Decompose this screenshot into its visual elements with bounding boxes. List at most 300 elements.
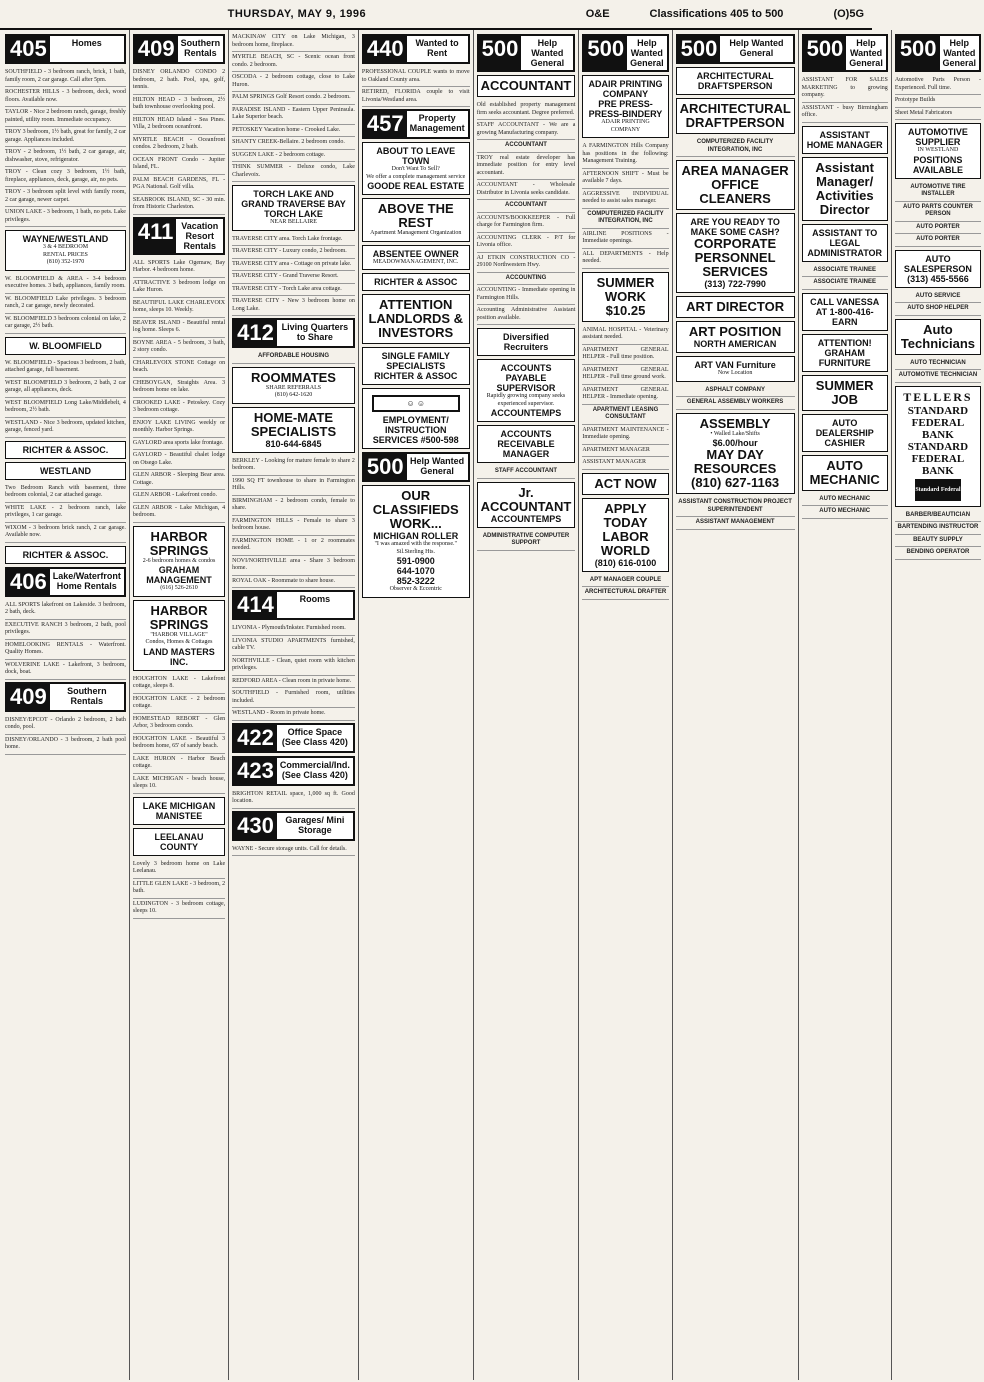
display-ad (802, 334, 888, 372)
ad-title: BARBER/BEAUTICIAN (895, 510, 981, 523)
classified-ad: ASSISTANT MANAGER (582, 457, 668, 470)
classified-ad: AJ ETKIN CONSTRUCTION CO - 29100 Northwestern Hwy. (477, 253, 576, 273)
category-header (895, 34, 981, 72)
ad-sig: Observer & Eccentric (389, 586, 442, 592)
ad-title: COMPUTERIZED FACILITY INTEGRATION, INC (676, 137, 795, 157)
classified-ad: W. BLOOMFIELD - Spacious 3 bedroom, 2 bath, attached garage, full basement. (5, 358, 126, 378)
ad-line: 3 & 4 BEDROOM (42, 244, 89, 250)
classified-ad: ROCHESTER HILLS - 3 bedroom, deck, wood floors. Available now. (5, 87, 126, 107)
classified-ad: W. BLOOMFIELD & AREA - 3-4 bedroom executive homes. 3 bath, appliances, family room. (5, 274, 126, 294)
ad-title: ART POSITION (688, 324, 782, 339)
classified-ad: LITTLE GLEN LAKE - 3 bedroom, 2 bath. (133, 879, 225, 899)
ad-title: ADAIR PRINTING COMPANY (588, 79, 663, 99)
ad-title: ABOUT TO LEAVE TOWN (376, 146, 456, 166)
classified-ad: TRAVERSE CITY - New 3 bedroom home on Long Lake. (232, 296, 355, 316)
classified-ad: HOMESTEAD REBORT - Glen Arbor, 3 bedroom condo. (133, 714, 225, 734)
category-number: 500 (804, 36, 847, 70)
ad-title: LAKE MICHIGAN MANISTEE (142, 800, 216, 821)
display-ad (802, 157, 888, 221)
category-header (232, 318, 355, 348)
classified-ad: ACCOUNTING - Immediate opening in Farmington Hills. (477, 285, 576, 305)
ad-title: ACCOUNTS RECEIVABLE MANAGER (497, 429, 555, 459)
category-label: Wanted to Rent (415, 38, 459, 58)
ad-title: APARTMENT LEASING CONSULTANT (582, 405, 668, 425)
ad-sig: ACCOUNTEMPS (490, 513, 562, 524)
ad-line: LABOR WORLD (600, 528, 651, 558)
display-ad (5, 441, 126, 459)
ad-line: MICHIGAN ROLLER (373, 531, 459, 541)
display-ad (477, 425, 576, 463)
classified-ad: HILTON HEAD - 3 bedroom, 2½ bath townhouse overlooking pool. (133, 95, 225, 115)
ad-line: RENTAL PRICES (43, 251, 88, 258)
ad-line: POSITIONS AVAILABLE (912, 154, 964, 175)
display-ad (477, 75, 576, 97)
display-ad (676, 321, 795, 353)
bank-name: STANDARD FEDERAL BANK (907, 440, 969, 477)
ad-title: TELLERS (903, 389, 973, 404)
ad-title: HOME-MATE SPECIALISTS (250, 409, 337, 439)
ad-title: ASSISTANT TO LEGAL ADMINISTRATOR (807, 227, 883, 258)
category-label: Garages/ Mini Storage (285, 814, 345, 835)
ad-title: Assistant Manager/ Activities Director (815, 159, 874, 217)
column-4 (359, 30, 474, 1380)
display-ad (362, 142, 470, 195)
classified-ad: AFTERNOON SHIFT - Must be available 7 days. (582, 169, 668, 189)
ad-title: ARCHITECTURAL DRAFTSPERSON (696, 71, 774, 91)
masthead-page: (O)5G (833, 8, 864, 20)
classified-ad: Old established property management firm seeks accountant. Degree preferred. (477, 100, 576, 120)
ad-line: 2-6 bedroom homes & condos (142, 557, 216, 564)
classified-ad: ALL SPORTS lakefront on Lakeside. 3 bedroom, 2 bath, deck. (5, 600, 126, 620)
ad-title: COMPUTERIZED FACILITY INTEGRATION, INC (582, 209, 668, 229)
ad-line: Now Location (717, 370, 753, 376)
classified-ad: ANIMAL HOSPITAL - Veterinary assistant needed. (582, 325, 668, 345)
ad-phone: (810) 627-1163 (690, 475, 780, 490)
display-ad (5, 462, 126, 480)
category-header (802, 34, 888, 72)
display-ad (802, 126, 888, 154)
category-label: Living Quarters to Share (281, 322, 349, 342)
classified-ad: DISNEY ORLANDO CONDO 2 bedroom, 2 bath. Pool, spa, golf, tennis. (133, 67, 225, 95)
classified-ad: SUGGEN LAKE - 2 bedroom cottage. (232, 150, 355, 163)
ad-line: GRAHAM FURNITURE (818, 347, 871, 368)
standard-federal-logo: Standard Federal (915, 479, 961, 501)
classified-ad: APARTMENT MANAGER (582, 445, 668, 458)
display-ad (5, 230, 126, 271)
classified-ad: APARTMENT MAINTENANCE - Immediate opening. (582, 425, 668, 445)
display-ad (133, 828, 225, 856)
classified-ad: Sheet Metal Fabricators (895, 108, 981, 121)
ad-title: ASSOCIATE TRAINEE (802, 265, 888, 278)
classified-ad: TROY real estate developer has immediate position for entry level accountant. (477, 153, 576, 181)
ad-line: LAND MASTERS INC. (143, 646, 215, 667)
classified-ad: Two Bedroom Ranch with basement, three bedroom colonial, 2 car attached garage. (5, 483, 126, 503)
classified-ad: ALL SPORTS Lake Ogemaw, Bay Harbor. 4 bedroom home. (133, 258, 225, 278)
ad-title: ACCOUNTING (477, 273, 576, 286)
ad-title: CALL VANESSA AT 1-800-416-EARN (810, 296, 880, 327)
ad-title: ART VAN Furniture (694, 360, 776, 370)
ad-title: GENERAL ASSEMBLY WORKERS (676, 397, 795, 410)
ad-line: PRE PRESS-PRESS-BINDERY (588, 99, 663, 119)
display-ad (133, 600, 225, 671)
classified-ad: ALL DEPARTMENTS - Help needed. (582, 249, 668, 269)
ad-title: AUTOMOTIVE SUPPLIER (908, 127, 968, 147)
classified-ad: TRAVERSE CITY area. Torch Lake frontage. (232, 234, 355, 247)
ad-sig: RICHTER & ASSOC (374, 371, 458, 381)
classified-ad: SHANTY CREEK-Bellaire. 2 bedroom condo. (232, 137, 355, 150)
classified-ad: 1990 SQ FT townhouse to share in Farmington Hills. (232, 476, 355, 496)
category-header (232, 811, 355, 841)
ad-title: ART DIRECTOR (686, 299, 785, 314)
ad-title: AUTO SERVICE (895, 291, 981, 304)
classified-ad: LAKE MICHIGAN - beach house, sleeps 10. (133, 774, 225, 794)
classified-ad: ATTRACTIVE 3 bedroom lodge on Lake Huron. (133, 278, 225, 298)
category-header (232, 590, 355, 620)
ad-title: OUR CLASSIFIEDS WORK... (372, 488, 459, 531)
display-ad (133, 526, 225, 597)
classified-ad: TROY - 2 bedroom, 1½ bath, 2 car garage, air, dishwasher, stove, refrigerator. (5, 147, 126, 167)
classified-ad: AIRLINE POSITIONS - Immediate openings. (582, 229, 668, 249)
category-number: 423 (234, 758, 277, 784)
ad-title: BEAUTY SUPPLY (895, 535, 981, 548)
display-ad (802, 224, 888, 262)
classified-ad: FARMINGTON HOME - 1 or 2 roommates needed. (232, 536, 355, 556)
category-label: Vacation Resort Rentals (181, 220, 219, 251)
ad-title: ACCOUNTANT (477, 200, 576, 213)
ad-title: AUTO MECHANIC (802, 494, 888, 507)
masthead-paper: O&E (585, 8, 610, 20)
ad-title: ASPHALT COMPANY (676, 385, 795, 398)
ad-title: RICHTER & ASSOC. (22, 444, 109, 455)
classified-ad: PALM SPRINGS Golf Resort condo. 2 bedroom. (232, 92, 355, 105)
ad-title: ATTENTION! (817, 337, 872, 348)
display-ad (362, 294, 470, 344)
classified-ad: TRAVERSE CITY - Luxury condo, 2 bedroom. (232, 246, 355, 259)
category-number: 457 (364, 111, 407, 137)
ad-title: ROOMMATES (251, 369, 336, 385)
display-ad (676, 413, 795, 495)
classified-ad: DISNEY/ORLANDO - 3 bedroom, 2 bath pool home. (5, 735, 126, 755)
ad-title: AUTO MECHANIC (802, 506, 888, 519)
ad-line: CORPORATE PERSONNEL SERVICES (694, 236, 777, 279)
classified-ad: THINK SUMMER - Deluxe condo, Lake Charlevoix. (232, 162, 355, 182)
display-ad (676, 160, 795, 210)
display-ad (477, 482, 576, 528)
classified-ad: ACCOUNTANT - Wholesale Distributor in Livonia seeks candidate. (477, 180, 576, 200)
category-label: Help Wanted General (530, 38, 565, 68)
ad-title: SUMMER JOB (815, 377, 874, 407)
ad-title: ACT NOW (594, 475, 657, 491)
classified-ad: ASSISTANT FOR SALES MARKETING to growing company. (802, 75, 888, 103)
classified-ad: PETOSKEY Vacation home - Crooked Lake. (232, 125, 355, 138)
ad-title: Jr. ACCOUNTANT (480, 484, 572, 514)
classified-ad: WAYNE - Secure storage units. Call for details. (232, 844, 355, 857)
ad-title: AUTO DEALERSHIP CASHIER (815, 417, 874, 448)
display-ad (362, 198, 470, 242)
ad-line: Condos, Homes & Cottages (145, 639, 213, 645)
ad-title: STAFF ACCOUNTANT (477, 466, 576, 479)
category-label: Office Space (See Class 420) (281, 726, 348, 747)
display-ad (232, 185, 355, 231)
classified-ad: CHEBOYGAN, Straights Area. 3 bedroom home on lake. (133, 378, 225, 398)
ad-title: RICHTER & ASSOC (374, 277, 458, 287)
classified-ad: BEAUTIFUL LAKE CHARLEVOIX home, sleeps 10. Weekly. (133, 298, 225, 318)
classified-ad: PARADISE ISLAND - Eastern Upper Peninsula. Lake Superior beach. (232, 105, 355, 125)
category-number: 500 (678, 36, 721, 62)
classified-ad: WIXOM - 3 bedroom brick ranch, 2 car garage. Available now. (5, 523, 126, 543)
display-ad (802, 455, 888, 491)
display-ad (582, 272, 668, 322)
ad-sig: ACCOUNTEMPS (490, 408, 562, 418)
category-number: 440 (364, 36, 407, 62)
classified-ad: W. BLOOMFIELD 3 bedroom colonial on lake, 2 car garage, 2½ bath. (5, 314, 126, 334)
ad-line: $6.00/hour (712, 438, 758, 448)
ad-title: TORCH LAKE AND GRAND TRAVERSE BAY (241, 189, 346, 209)
masthead (0, 0, 872, 30)
classified-ad: ASSISTANT - busy Birmingham office. (802, 103, 888, 123)
category-number: 500 (479, 36, 522, 70)
ad-title: BENDING OPERATOR (895, 547, 981, 560)
category-label: Homes (71, 38, 102, 48)
display-ad (676, 67, 795, 95)
ad-title: ACCOUNTANT (477, 140, 576, 153)
display-ad (362, 347, 470, 385)
ad-title: ARCHITECTURAL DRAFTER (582, 587, 668, 600)
classified-ad: A FARMINGTON Hills Company has positions in the following: Management Training. (582, 141, 668, 169)
classified-ad: TRAVERSE CITY - Torch Lake area cottage. (232, 284, 355, 297)
ad-title: AUTO SALESPERSON (903, 253, 972, 274)
column-3 (229, 30, 359, 1380)
classified-ad: GLEN ARBOR - Lakefront condo. (133, 490, 225, 503)
classified-ad: OSCODA - 2 bedroom cottage, close to Lake Huron. (232, 72, 355, 92)
category-header (362, 109, 470, 139)
category-header (5, 34, 126, 64)
ad-title: RICHTER & ASSOC. (22, 549, 109, 560)
category-label: Commercial/Ind. (See Class 420) (279, 759, 350, 780)
display-ad (582, 75, 668, 138)
classified-ad: SOUTHFIELD - Furnished room, utilities included. (232, 688, 355, 708)
category-header (133, 217, 225, 255)
ad-title: AUTO PORTER (895, 234, 981, 247)
classified-ad: Accounting Administrative Assistant position available. (477, 305, 576, 325)
classified-ad: TRAVERSE CITY - Grand Traverse Resort. (232, 271, 355, 284)
classified-ad: TROY 3 bedroom, 1½ bath, great for family, 2 car garage. Appliances included. (5, 127, 126, 147)
ad-title: ARE YOU READY TO MAKE SOME CASH? (690, 217, 780, 237)
ad-title: AUTOMOTIVE TIRE INSTALLER (895, 182, 981, 202)
ad-title: ADMINISTRATIVE COMPUTER SUPPORT (477, 531, 576, 551)
category-header (362, 34, 470, 64)
classified-ad: WEST BLOOMFIELD 3 bedroom, 2 bath, 2 car garage, all appliances, deck. (5, 378, 126, 398)
classified-ad: RETIRED, FLORIDA couple to visit Livonia/Westland area. (362, 87, 470, 107)
classified-ad: BRIGHTON RETAIL space, 1,000 sq ft. Good location. (232, 789, 355, 809)
classified-ad: MYRTLE BEACH - Oceanfront condos. 2 bedroom, 2 bath. (133, 135, 225, 155)
classified-ad: TAYLOR - Nice 2 bedroom ranch, garage, freshly painted, utility room. Immediate occupancy. (5, 107, 126, 127)
display-ad (477, 359, 576, 422)
classified-ad: NOVI/NORTHVILLE area - Share 3 bedroom home. (232, 556, 355, 576)
ad-title: AUTO PORTER (895, 222, 981, 235)
ad-line: SHARE REFERRALS (265, 384, 322, 391)
masthead-section: Classifications 405 to 500 (649, 8, 784, 20)
classified-ad: BIRMINGHAM - 2 bedroom condo, female to share. (232, 496, 355, 516)
classified-ad: NORTHVILLE - Clean, quiet room with kitchen privileges. (232, 656, 355, 676)
category-label: Help Wanted General (729, 38, 784, 58)
ad-title: WAYNE/WESTLAND (22, 234, 109, 244)
category-number: 430 (234, 813, 277, 839)
classified-ad: GLEN ARBOR - Sleeping Bear area. Cottage. (133, 470, 225, 490)
classified-ad: TRAVERSE CITY area - Cottage on private lake. (232, 259, 355, 272)
ad-title: AFFORDABLE HOUSING (232, 351, 355, 364)
classified-ad: GAYLORD area sports lake frontage. (133, 438, 225, 451)
classified-ad: GLEN ARBOR - Lake Michigan, 4 bedroom. (133, 503, 225, 523)
column-8 (799, 30, 892, 1380)
ad-phone: 644-1070 (396, 566, 435, 576)
display-ad (802, 375, 888, 411)
ad-title: ABSENTEE OWNER (372, 248, 459, 259)
ad-title: Diversified Recruiters (502, 332, 549, 352)
ad-title: ASSISTANT CONSTRUCTION PROJECT SUPERINTENDENT (676, 497, 795, 517)
category-header (477, 34, 576, 72)
category-number: 500 (364, 454, 407, 480)
ad-line: Sil.Sterling Hts. (396, 548, 435, 555)
display-ad (362, 273, 470, 291)
classified-ad: OCEAN FRONT Condo - Jupiter Island, FL. (133, 155, 225, 175)
column-7 (673, 30, 799, 1380)
ad-title: AUTO SHOP HELPER (895, 303, 981, 316)
ad-title: AUTO PARTS COUNTER PERSON (895, 202, 981, 222)
classified-ad: BOYNE AREA - 5 bedroom, 3 bath, 2 story condo. (133, 338, 225, 358)
category-number: 406 (7, 569, 50, 595)
category-number: 414 (234, 592, 277, 618)
category-header (676, 34, 795, 64)
classified-ad: Automotive Parts Person - Experienced. Full time. (895, 75, 981, 95)
classified-ad: GAYLORD - Beautiful chalet lodge on Otsego Lake. (133, 450, 225, 470)
ad-title: ATTENTION LANDLORDS & INVESTORS (368, 297, 464, 340)
ad-line: "I was amazed with the response." (374, 541, 458, 547)
classified-ad: STAFF ACCOUNTANT - We are a growing Manufacturing company. (477, 120, 576, 140)
classified-ad: HOUGHTON LAKE - Beautiful 3 bedroom home, 65' of sandy beach. (133, 734, 225, 754)
ad-title: ASSOCIATE TRAINEE (802, 277, 888, 290)
display-ad (232, 407, 355, 453)
classified-ad: SOUTHFIELD - 3 bedroom ranch, brick, 1 bath, family room, 2 car garage. Call after 5pm. (5, 67, 126, 87)
classified-ad: WOLVERINE LAKE - Lakefront, 3 bedroom, dock, boat. (5, 660, 126, 680)
ad-phone: (313) 455-5566 (907, 273, 969, 284)
category-label: Southern Rentals (67, 685, 107, 706)
classified-ad: WHITE LAKE - 2 bedroom ranch, lake privileges, 1 car garage. (5, 503, 126, 523)
classified-ad: TROY - Clean cozy 3 bedroom, 1½ bath, fireplace, appliances, deck, garage, air, no pets. (5, 167, 126, 187)
classified-ad: BERKLEY - Looking for mature female to share 2 bedroom. (232, 456, 355, 476)
ad-line: "HARBOR VILLAGE" (150, 631, 208, 638)
ad-sig: ADAIR PRINTING COMPANY (601, 119, 650, 133)
ad-phone: 852-3222 (396, 576, 435, 586)
ad-phone: (810) 616-0100 (594, 557, 657, 568)
ad-title: W. BLOOMFIELD (29, 340, 102, 351)
classified-ad: WESTLAND - Room in private home. (232, 708, 355, 721)
category-header (133, 34, 225, 64)
classified-ad: LAKE HURON - Harbor Beach cottage. (133, 754, 225, 774)
category-number: 405 (7, 36, 50, 62)
ad-line: Apartment Management Organization (370, 230, 462, 236)
classified-ad: EXECUTIVE RANCH 3 bedroom, 2 bath, pool privileges. (5, 620, 126, 640)
classified-ad: SEABROOK ISLAND, SC - 30 min. from Historic Charleston. (133, 195, 225, 215)
ad-phone: 810-644-6845 (265, 438, 322, 449)
classified-ad: TROY - 3 bedroom split level with family room, 2 car garage, newer carpet. (5, 187, 126, 207)
classified-ad: PALM BEACH GARDENS, FL - PGA National. Golf villa. (133, 175, 225, 195)
employment-icon: ☺ ☺ (372, 395, 460, 412)
ad-line: (616) 526-2610 (160, 585, 198, 591)
ad-title: LEELANAU COUNTY (154, 831, 204, 852)
category-number: 409 (135, 36, 178, 62)
category-label: Help Wanted General (942, 38, 977, 68)
ad-title: SINGLE FAMILY SPECIALISTS (381, 351, 450, 371)
ad-title: ARCHITECTURAL DRAFTPERSON (679, 101, 791, 130)
classified-ad: REDFORD AREA - Clean room in private home. (232, 676, 355, 689)
display-ad (895, 386, 981, 507)
ad-title: ABOVE THE REST (377, 201, 454, 230)
classified-ad: HOUGHTON LAKE - 2 bedroom cottage. (133, 694, 225, 714)
ad-line: (810) 642-1620 (274, 392, 313, 398)
ad-line: (810) 352-1970 (46, 259, 85, 265)
category-header (5, 682, 126, 712)
display-ad (362, 245, 470, 271)
column-9 (892, 30, 984, 1380)
classified-ad: DISNEY/EPCOT - Orlando 2 bedroom, 2 bath condo, pool. (5, 715, 126, 735)
display-ad (582, 498, 668, 572)
category-header (232, 756, 355, 786)
ad-title: Auto Technicians (900, 321, 976, 351)
ad-line: TORCH LAKE (264, 209, 323, 219)
classified-ad: ACCOUNTS/BOOKKEEPER - Full charge for Farmington firm. (477, 213, 576, 233)
display-ad (895, 250, 981, 288)
category-label: Southern Rentals (180, 38, 221, 58)
classified-ad: FARMINGTON HILLS - Female to share 3 bedroom house. (232, 516, 355, 536)
ad-title: EMPLOYMENT/ INSTRUCTION SERVICES #500-598 (372, 415, 459, 445)
ad-line: We offer a complete management service (366, 173, 466, 180)
classified-ad: MYRTLE BEACH, SC - Scenic ocean front condo. 2 bedroom. (232, 52, 355, 72)
display-ad (676, 356, 795, 382)
ad-line: GRAHAM MANAGEMENT (146, 565, 212, 585)
classified-ad: W. BLOOMFIELD Lake privileges. 3 bedroom ranch, 2 car garage, newly decorated. (5, 294, 126, 314)
column-6 (579, 30, 672, 1380)
display-ad (232, 367, 355, 404)
classified-ad: Prototype Builds (895, 95, 981, 108)
display-ad (676, 296, 795, 318)
classified-ad: ENJOY LAKE LIVING weekly or monthly. Harbor Springs. (133, 418, 225, 438)
classified-ad: HILTON HEAD Island - Sea Pines. Villa, 2 bedroom oceanfront. (133, 115, 225, 135)
category-label: Rooms (299, 594, 331, 604)
ad-title: ASSEMBLY (699, 415, 771, 431)
classified-ad: AGGRESSIVE INDIVIDUAL needed to assist sales manager. (582, 189, 668, 209)
category-label: Property Management (409, 113, 465, 133)
classified-ad: LUDINGTON - 3 bedroom cottage, sleeps 10. (133, 899, 225, 919)
ad-line: Don't Want To Sell? (391, 166, 440, 172)
ad-line: $10.25 (605, 302, 646, 318)
ad-title: ACCOUNTS PAYABLE SUPERVISOR (496, 363, 556, 393)
classified-ad: BEAVER ISLAND - Beautiful rental log home. Sleeps 6. (133, 318, 225, 338)
classified-ad: APARTMENT GENERAL HELPER - Full time ground work. (582, 365, 668, 385)
column-1 (2, 30, 130, 1380)
ad-phone: (313) 722-7990 (704, 279, 766, 289)
category-number: 500 (584, 36, 627, 70)
ad-sig: NORTH AMERICAN (693, 339, 777, 349)
classified-ad: ACCOUNTING CLERK - P/T for Livonia office. (477, 233, 576, 253)
classified-ad: APARTMENT GENERAL HELPER - Full time position. (582, 345, 668, 365)
classified-ad: CHARLEVOIX STONE Cottage on beach. (133, 358, 225, 378)
ad-title: AUTO MECHANIC (809, 457, 880, 487)
ad-sig: GOODE REAL ESTATE (367, 181, 465, 191)
ad-line: NEAR BELLAIRE (270, 219, 317, 225)
column-2 (130, 30, 229, 1380)
display-ad (362, 388, 470, 449)
